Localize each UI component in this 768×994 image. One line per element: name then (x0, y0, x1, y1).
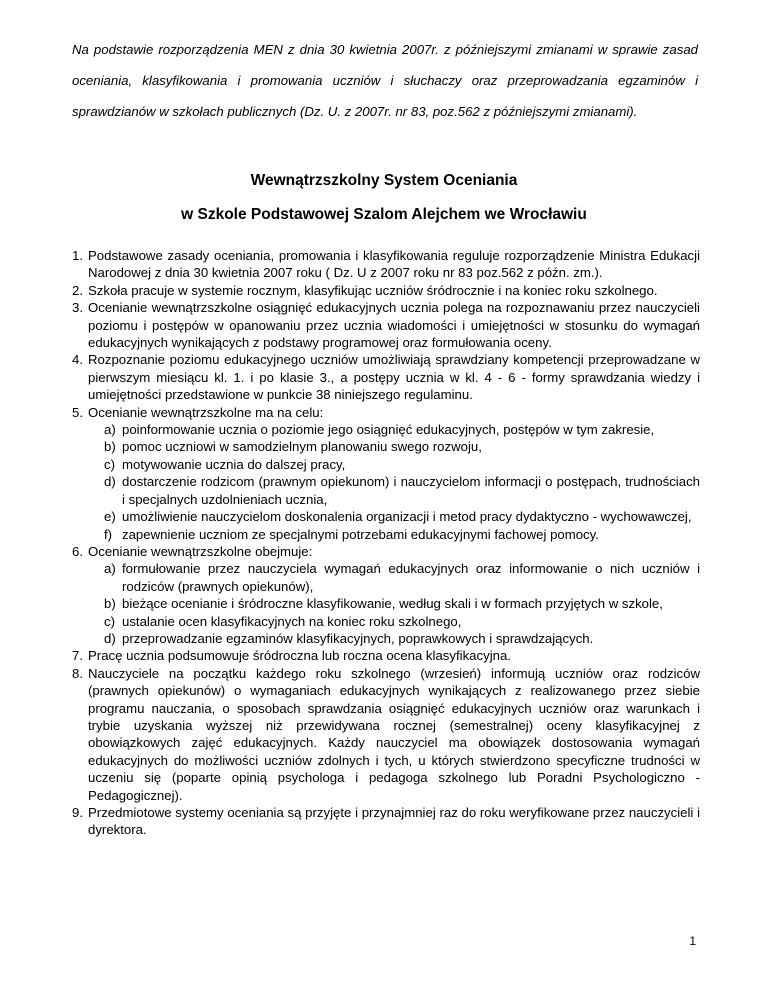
rule-text: Ocenianie wewnątrzszkolne ma na celu: (88, 404, 324, 420)
sub-text: ustalanie ocen klasyfikacyjnych na koniec roku szkolnego, (122, 613, 462, 629)
sub-letter: c) (104, 613, 115, 629)
legal-basis-intro: Na podstawie rozporządzenia MEN z dnia 30 kwietnia 2007r. z późniejszymi zmianami w sprawie zasad oceniania, klasyfikowania i promowania uczniów i słuchaczy oraz przeprowadzania egzaminów i sprawdzianów w szkołach publicznych (Dz. U. z 2007r. nr 83, poz.562 z późniejszymi zmianami). (72, 42, 698, 119)
rule-text: Nauczyciele na początku każdego roku szkolnego (wrzesień) informują uczniów oraz rodziców (prawnych opiekunów) o wymaganiach edukacyjnych wynikających z realizowanego przez siebie programu nauczania, o sposobach sprawdzania osiągnięć edukacyjnych uczniów oraz warunkach i trybie uzyskania wyższej niż przewidywana rocznej (semestralnej) oceny klasyfikacyjnej z obowiązkowych zajęć edukacyjnych. Każdy nauczyciel ma obowiązek dostosowania wymagań edukacyjnych do możliwości uczniów zdolnych i tych, u których stwierdzono specyficzne trudności w uczeniu się (poparte opinią psychologa i pedagoga szkolnego lub Poradni Psychologiczno - Pedagogicznej). (88, 665, 700, 803)
document-subtitle: w Szkole Podstawowej Szalom Alejchem we Wrocławiu (181, 206, 587, 223)
rule-text: Pracę ucznia podsumowuje śródroczna lub roczna ocena klasyfikacyjna. (88, 648, 511, 664)
sub-letter: a) (104, 561, 116, 577)
sub-text: formułowanie przez nauczyciela wymagań edukacyjnych oraz informowanie o nich uczniów i rodziców (prawnych opiekunów), (122, 561, 700, 594)
rule-text: Ocenianie wewnątrzszkolne obejmuje: (88, 543, 313, 559)
sub-item (88, 630, 700, 647)
sub-item (88, 456, 700, 473)
rule-number: 6. (72, 543, 83, 559)
rule-text: Przedmiotowe systemy oceniania są przyjęte i przynajmniej raz do roku weryfikowane przez nauczycieli i dyrektora. (88, 805, 700, 838)
sub-text: bieżące ocenianie i śródroczne klasyfikowanie, według skali i w formach przyjętych w szkole, (122, 596, 663, 612)
rule-item (72, 804, 700, 839)
sub-letter: a) (104, 422, 116, 438)
rule-item (72, 647, 700, 664)
rule-item (72, 543, 700, 647)
rule-text: Szkoła pracuje w systemie rocznym, klasyfikując uczniów śródrocznie i na koniec roku szkolnego. (88, 282, 658, 298)
page-number: 1 (689, 934, 696, 948)
sub-item (88, 560, 700, 595)
sub-item (88, 595, 700, 612)
sub-text: motywowanie ucznia do dalszej pracy, (122, 456, 346, 472)
rule-number: 8. (72, 665, 83, 681)
rule-item (72, 665, 700, 804)
rule-number: 3. (72, 300, 83, 316)
sub-letter: b) (104, 596, 116, 612)
document-title: Wewnątrzszkolny System Oceniania (250, 172, 518, 189)
sub-letter: b) (104, 439, 116, 455)
rule-number: 9. (72, 805, 83, 820)
sub-item (88, 508, 700, 525)
sub-letter: c) (104, 456, 115, 472)
sub-item (88, 421, 700, 438)
sub-letter: d) (104, 474, 116, 490)
rule-number: 2. (72, 282, 83, 298)
rule-number: 5. (72, 404, 83, 420)
sub-text: umożliwienie nauczycielom doskonalenia organizacji i metod pracy dydaktyczno - wychowawczej, (122, 509, 692, 525)
sub-letter: d) (104, 630, 116, 646)
rule-item (72, 351, 700, 403)
sub-item (88, 473, 700, 508)
rule-item (72, 404, 700, 543)
sub-text: przeprowadzanie egzaminów klasyfikacyjnych, poprawkowych i sprawdzających. (122, 630, 594, 646)
sub-text: zapewnienie uczniom ze specjalnymi potrzebami edukacyjnymi fachowej pomocy. (122, 526, 599, 542)
rule-sublist (88, 560, 700, 647)
rule-sublist (88, 421, 700, 543)
sub-text: pomoc uczniowi w samodzielnym planowaniu swego rozwoju, (122, 439, 482, 455)
rule-text: Ocenianie wewnątrzszkolne osiągnięć edukacyjnych ucznia polega na rozpoznawaniu przez nauczycieli poziomu i postępów w opanowaniu przez ucznia wiadomości i umiejętności w stosunku do wymagań edukacyjnych wynikających z podstawy programowej oraz formułowania oceny. (88, 300, 700, 351)
rule-item (72, 299, 700, 351)
sub-item (88, 526, 700, 543)
rule-number: 1. (72, 248, 83, 263)
rules-list (72, 247, 700, 839)
sub-item (88, 438, 700, 455)
sub-letter: f) (104, 526, 113, 542)
sub-text: dostarczenie rodzicom (prawnym opiekunom) i nauczycielom informacji o postępach, trudnościach i specjalnych uzdolnieniach ucznia, (122, 474, 700, 507)
rule-item (72, 282, 700, 299)
rule-text: Rozpoznanie poziomu edukacyjnego uczniów umożliwiają sprawdziany kompetencji przeprowadzane w pierwszym miesiącu kl. 1. i po klasie 3., a postępy ucznia w kl. 4 - 6 - formy sprawdzania wiedzy i umiejętności przedstawione w punkcie 38 niniejszego regulaminu. (88, 352, 700, 403)
rule-item (72, 247, 700, 282)
rule-number: 4. (72, 352, 83, 368)
sub-letter: e) (104, 509, 116, 525)
rule-text: Podstawowe zasady oceniania, promowania i klasyfikowania reguluje rozporządzenie Ministra Edukacji Narodowej z dnia 30 kwietnia 2007 roku ( Dz. U z 2007 roku nr 83 poz.562 z późn. zm.). (88, 248, 700, 281)
sub-text: poinformowanie ucznia o poziomie jego osiągnięć edukacyjnych, postępów w tym zakresie, (122, 422, 655, 438)
sub-item (88, 613, 700, 630)
rule-number: 7. (72, 648, 83, 664)
